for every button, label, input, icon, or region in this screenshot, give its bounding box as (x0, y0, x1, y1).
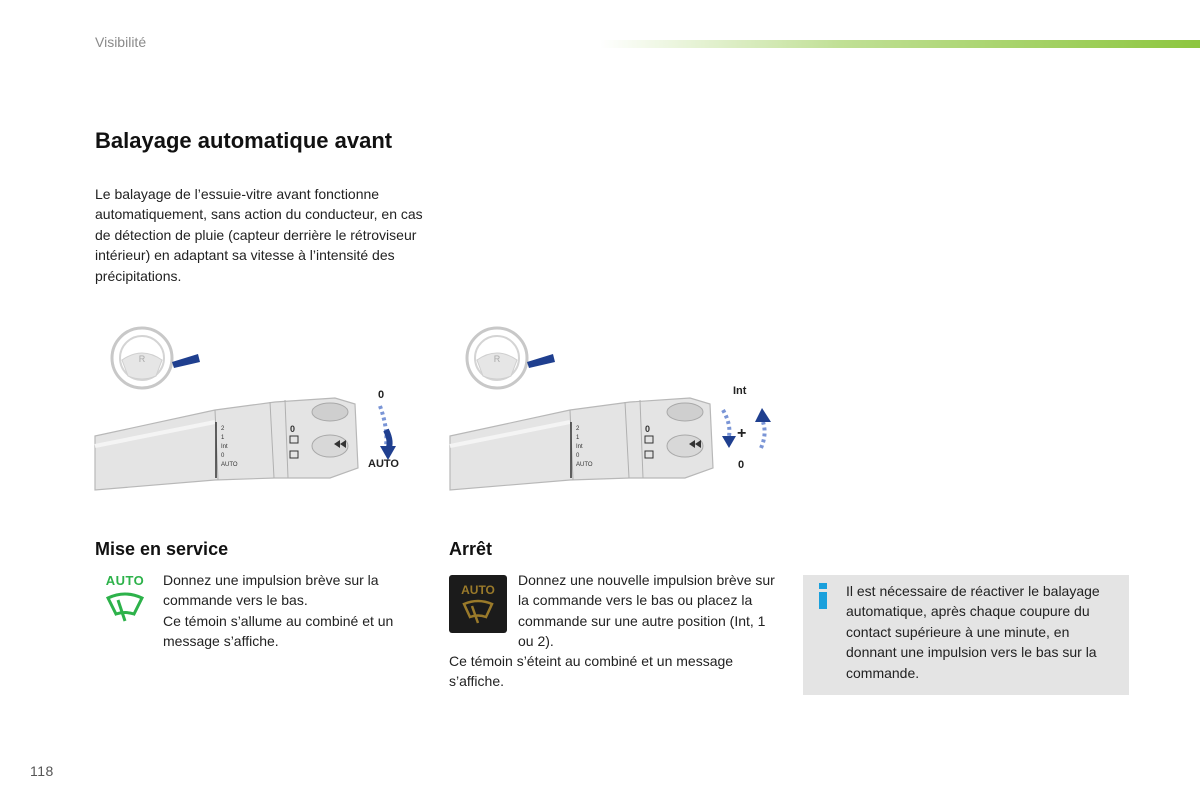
svg-text:0: 0 (221, 453, 225, 459)
up-arrow-icon (755, 408, 771, 448)
position-label-top: 0 (378, 389, 385, 401)
svg-text:R: R (493, 354, 501, 364)
plus-sign: + (737, 425, 747, 442)
mise-text (163, 570, 423, 652)
svg-text:1: 1 (221, 435, 225, 441)
steering-wheel-icon (112, 328, 200, 388)
svg-text:Int: Int (221, 444, 228, 450)
windscreen-wiper-icon (459, 597, 497, 627)
svg-text:Int: Int (576, 444, 583, 450)
arret-indicator-note: Ce témoin s’éteint au combiné et un message s’affiche. (449, 653, 734, 690)
intro-paragraph: Le balayage de l’essuie-vitre avant fonctionne automatiquement, sans action du conducteur, en cas de détection de pluie (capteur derrière le rétroviseur intérieur) en adaptant sa vitesse à l’intensité des précipitations. (95, 186, 423, 284)
info-text: Il est nécessaire de réactiver le balayage automatique, après chaque coupure du contact supérieure à une minute, en donnant une impulsion vers le bas sur la commande. (846, 583, 1100, 681)
mise-indicator-note: Ce témoin s’allume au combiné et un message s’affiche. (163, 612, 394, 650)
svg-text:AUTO: AUTO (576, 462, 593, 468)
auto-indicator-off (449, 575, 507, 633)
windscreen-wiper-icon (100, 588, 150, 628)
svg-text:AUTO: AUTO (221, 462, 238, 468)
auto-indicator-label: AUTO (105, 573, 145, 588)
down-arrow-icon (722, 410, 736, 448)
arret-instruction: Donnez une nouvelle impulsion brève sur la commande vers le bas ou placez la commande sur une autre position (Int, 1 ou 2). (518, 572, 775, 650)
page-title: Balayage automatique avant (95, 128, 393, 153)
section-label: Visibilité (95, 34, 147, 50)
svg-text:0: 0 (576, 453, 580, 459)
mise-instruction: Donnez une impulsion brève sur la commande vers le bas. (163, 572, 379, 609)
position-label-bottom: 0 (738, 459, 745, 471)
page-number: 118 (30, 763, 54, 779)
auto-indicator-on (100, 573, 150, 633)
steering-wheel-icon (467, 328, 555, 388)
info-box (803, 575, 1129, 695)
info-icon (817, 583, 829, 609)
wiper-stalk-illustration-off (445, 318, 785, 498)
wiper-stalk-illustration-on (90, 318, 420, 498)
svg-text:2: 2 (221, 426, 225, 432)
svg-text:0: 0 (645, 424, 651, 434)
position-label-bottom: AUTO (368, 458, 399, 470)
svg-text:0: 0 (290, 424, 296, 434)
position-label-top: Int (733, 385, 747, 397)
header-accent-bar (600, 40, 1200, 48)
heading-mise-en-service: Mise en service (95, 539, 229, 559)
down-arrow-icon (380, 406, 396, 460)
auto-indicator-label: AUTO (461, 583, 495, 597)
heading-arret: Arrêt (449, 539, 493, 559)
svg-text:2: 2 (576, 426, 580, 432)
svg-text:R: R (138, 354, 146, 364)
svg-text:1: 1 (576, 435, 580, 441)
